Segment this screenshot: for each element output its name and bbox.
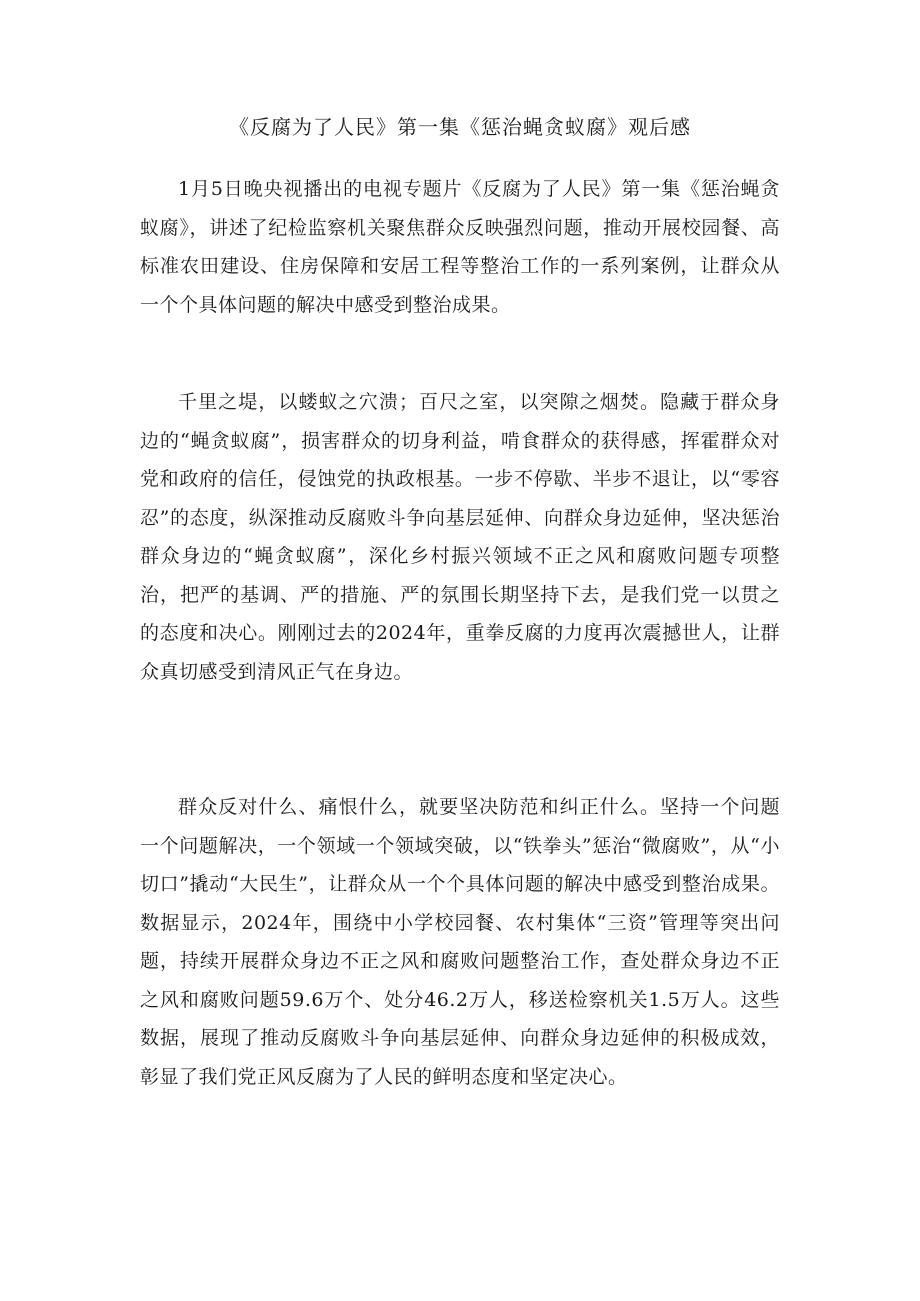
paragraph-2: 千里之堤，以蝼蚁之穴溃；百尺之室，以突隙之烟焚。隐藏于群众身边的“蝇贪蚁腐”，损害群众的切身利益，啃食群众的获得感，挥霍群众对党和政府的信任，侵蚀党的执政根基。一步不停歇、半步不退让，以“零容忍”的态度，纵深推动反腐败斗争向基层延伸、向群众身边延伸，坚决惩治群众身边的“蝇贪蚁腐”，深化乡村振兴领域不正之风和腐败问题专项整治，把严的基调、严的措施、严的氛围长期坚持下去，是我们党一以贯之的态度和决心。刚刚过去的2024年，重拳反腐的力度再次震撼世人，让群众真切感受到清风正气在身边。 bbox=[140, 391, 780, 683]
paragraph-3: 群众反对什么、痛恨什么，就要坚决防范和纠正什么。坚持一个问题一个问题解决，一个领域一个领域突破，以“铁拳头”惩治“微腐败”，从“小切口”撬动“大民生”，让群众从一个个具体问题的解决中感受到整治成果。数据显示，2024年，围绕中小学校园餐、农村集体“三资”管理等突出问题，持续开展群众身边不正之风和腐败问题整治工作，查处群众身边不正之风和腐败问题59.6万个、处分46.2万人，移送检察机关1.5万人。这些数据，展现了推动反腐败斗争向基层延伸、向群众身边延伸的积极成效，彰显了我们党正风反腐为了人民的鲜明态度和坚定决心。 bbox=[140, 796, 780, 1088]
paragraph-1: 1月5日晚央视播出的电视专题片《反腐为了人民》第一集《惩治蝇贪蚁腐》，讲述了纪检监察机关聚焦群众反映强烈问题，推动开展校园餐、高标准农田建设、住房保障和安居工程等整治工作的一系列案例，让群众从一个个具体问题的解决中感受到整治成果。 bbox=[140, 178, 780, 316]
document-title: 《反腐为了人民》第一集《惩治蝇贪蚁腐》观后感 bbox=[229, 115, 691, 139]
